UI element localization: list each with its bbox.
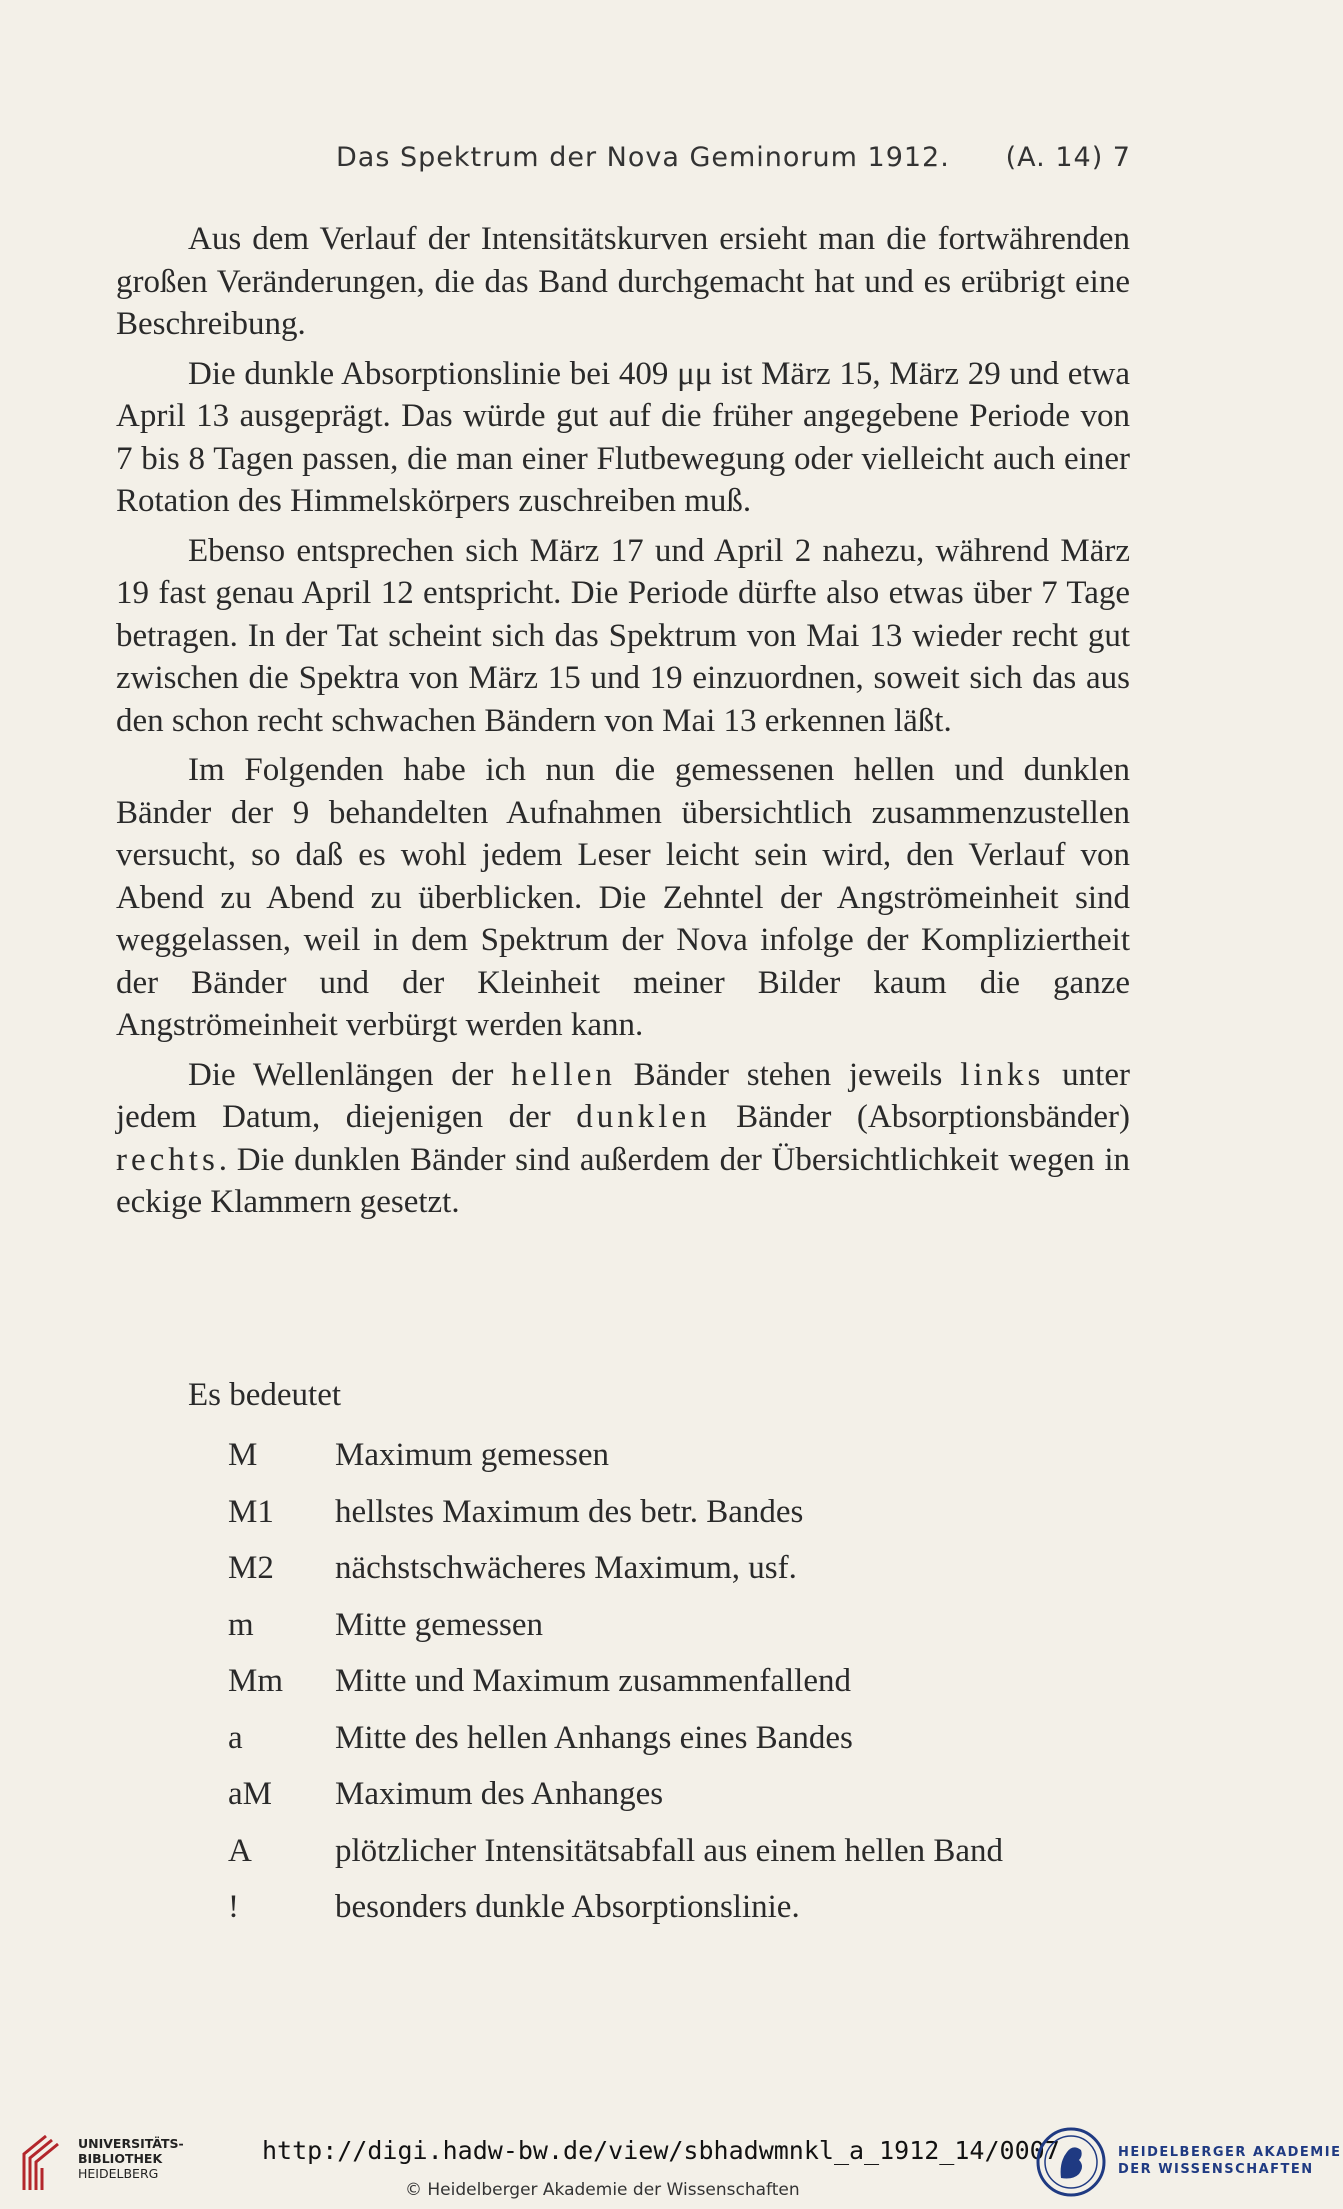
paragraph: Die dunkle Absorptionslinie bei 409 μμ ist März 15, März 29 und etwa April 13 ausgeprägt. Das würde gut auf die früher angegebene Periode von 7 bis 8 Tagen passen, die man einer Flutbewegung oder vielleicht auch einer Rotation des Himmelskörpers zuschreiben muß. [116,355,1130,519]
legend-description: plötzlicher Intensitätsabfall aus einem hellen Band [335,1832,1004,1869]
ub-line: HEIDELBERG [78,2166,159,2181]
legend-item [228,1663,1138,1720]
copyright-notice: © Heidelberger Akademie der Wissenschaften [405,2180,800,2200]
legend-item [228,1550,1138,1607]
header-title: Das Spektrum der Nova Geminorum 1912. [336,142,950,173]
footer [0,2114,1343,2209]
legend-description: Maximum des Anhanges [335,1776,664,1812]
paragraph [116,1054,1130,1224]
legend-item [228,1776,1138,1833]
legend-symbol: Mm [228,1663,284,1699]
legend-symbol: ! [228,1889,239,1925]
legend-description: Maximum gemessen [335,1437,610,1473]
legend-list [228,1437,1138,1946]
legend-symbol: m [228,1606,254,1643]
paragraph: Aus dem Verlauf der Intensitätskurven ersieht man die fortwährenden großen Veränderungen, die das Band durchgemacht hat und es erübrigt eine Beschreibung. [116,221,1130,342]
spaced-word: dunklen [576,1099,711,1135]
legend-item [228,1607,1138,1664]
legend-symbol: a [228,1719,243,1756]
legend-symbol: M1 [228,1493,274,1530]
legend-symbol: A [228,1832,252,1869]
legend-intro: Es bedeutet [188,1377,342,1413]
legend-item [228,1720,1138,1777]
spaced-word: links [960,1056,1045,1093]
legend-item [228,1889,1138,1946]
university-library-name [78,2136,184,2181]
legend-description: Mitte des hellen Anhangs eines Bandes [335,1719,853,1756]
legend-description: besonders dunkle Absorptionslinie. [335,1889,800,1925]
legend-item [228,1833,1138,1890]
text-run: Die Wellenlängen der [188,1056,512,1093]
paragraph: Im Folgenden habe ich nun die gemessenen hellen und dunklen Bänder der 9 behandelten Aufnahmen übersichtlich zusammenzustellen versucht, so daß es wohl jedem Leser leicht sein wird, den Verlauf von Abend zu Abend zu überblicken. Die Zehntel der Angströmeinheit sind weggelassen, weil in dem Spektrum der Nova infolge der Kompliziertheit der Bänder und der Kleinheit meiner Bilder kaum die ganze Angströmeinheit verbürgt werden kann. [116,752,1130,1043]
legend-description: hellstes Maximum des betr. Bandes [335,1493,804,1530]
ub-line: UNIVERSITÄTS- [78,2136,184,2151]
paragraph: Ebenso entsprechen sich März 17 und April 2 nahezu, während März 19 fast genau April 12 entspricht. Die Periode dürfte also etwas über 7 Tage betragen. In der Tat scheint sich das Spektrum von Mai 13 wieder recht gut zwischen die Spektra von März 15 und 19 einzuordnen, soweit sich das aus den schon recht schwachen Bändern von Mai 13 erkennen läßt. [116,532,1130,739]
body-text [116,218,1130,1231]
university-library-logo-icon[interactable] [16,2132,66,2194]
legend-description: Mitte gemessen [335,1606,544,1643]
legend-description: Mitte und Maximum zusammenfallend [335,1663,851,1699]
running-header [336,142,1131,173]
header-page-ref: (A. 14) 7 [1005,142,1131,173]
academy-line: DER WISSENSCHAFTEN [1118,2162,1314,2177]
text-run: Bänder stehen jeweils [615,1056,961,1093]
academy-seal-icon[interactable] [1035,2126,1107,2198]
legend-symbol: M [228,1437,258,1473]
document-url-link[interactable]: http://digi.hadw-bw.de/view/sbhadwmnkl_a_1912_14/0007 [262,2136,1060,2165]
legend-symbol: aM [228,1776,272,1812]
spaced-word: hellen [511,1056,616,1093]
text-run: unter jedem Datum, diejenigen der [116,1056,1130,1135]
legend-item [228,1494,1138,1551]
legend-description: nächstschwächeres Maximum, usf. [335,1550,797,1586]
ub-line: BIBLIOTHEK [78,2151,163,2166]
legend-item [228,1437,1138,1494]
text-run: . Die dunklen Bänder sind außerdem der Übersichtlichkeit wegen in eckige Klammern gesetzt. [116,1141,1130,1220]
academy-name [1118,2144,1341,2178]
legend-symbol: M2 [228,1550,274,1586]
academy-line: HEIDELBERGER AKADEMIE [1118,2145,1342,2160]
spaced-word: rechts [116,1141,219,1178]
text-run: Bänder (Absorptionsbänder) [710,1099,1131,1135]
